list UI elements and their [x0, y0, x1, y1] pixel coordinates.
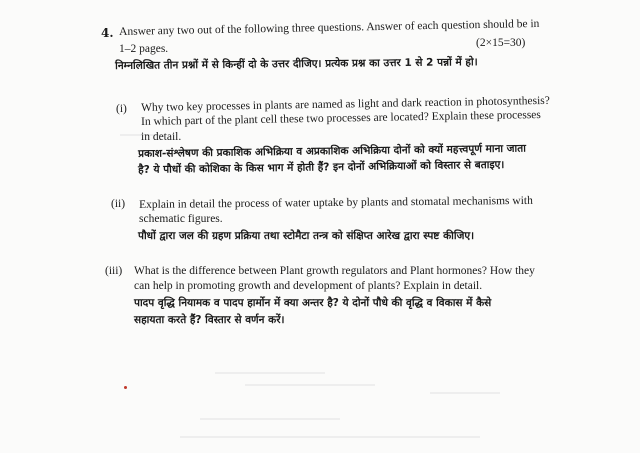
- bleed-through-mark: [430, 392, 500, 394]
- ink-dot: [124, 386, 127, 389]
- part-question-line: schematic figures.: [139, 213, 223, 225]
- marks-allocation: (2×15=30): [476, 37, 526, 49]
- question-number: 4.: [101, 26, 114, 40]
- bleed-through-mark: [180, 436, 480, 438]
- part-label: (i): [116, 103, 127, 115]
- part-question-hindi-line: पौधों द्वारा जल की ग्रहण प्रक्रिया तथा स्टोमैटा तन्त्र को संक्षिप्त आरेख द्वारा स्पष्ट कीजिए।: [138, 230, 475, 242]
- part-label: (iii): [105, 265, 123, 277]
- part-question-hindi-line: सहायता करते हैं? विस्तार से वर्णन करें।: [134, 314, 285, 326]
- part-question-line: In which part of the plant cell these two processes are located? Explain these processes: [141, 109, 541, 128]
- bleed-through-mark: [200, 418, 340, 420]
- part-question-line: in detail.: [141, 131, 182, 143]
- bleed-through-mark: [245, 384, 375, 386]
- bleed-through-mark: [215, 372, 325, 374]
- part-question-hindi-line: प्रकाश-संश्लेषण की प्रकाशिक अभिक्रिया व अप्रकाशिक अभिक्रिया दोनों को क्यों महत्त्वपूर्ण माना जाता: [138, 142, 527, 160]
- instruction-line-2: 1–2 pages.: [119, 43, 169, 55]
- part-question-line: What is the difference between Plant growth regulators and Plant hormones? How they: [134, 265, 535, 277]
- instruction-hindi: निम्नलिखित तीन प्रश्नों में से किन्हीं दो के उत्तर दीजिए। प्रत्येक प्रश्न का उत्तर 1 से 2 पन्नों में हो।: [115, 56, 478, 72]
- part-question-line: Why two key processes in plants are named as light and dark reaction in photosynthesis?: [141, 94, 550, 114]
- part-question-hindi-line: पादप वृद्धि नियामक व पादप हार्मोन में क्या अन्तर है? ये दोनों पौधे की वृद्धि व विकास में कैसे: [134, 297, 492, 309]
- part-question-line: can help in promoting growth and development of plants? Explain in detail.: [134, 280, 483, 292]
- part-question-hindi-line: है? ये पौधों की कोशिका के किस भाग में होती हैं? इन दोनों अभिक्रियाओं को विस्तार से बताइए।: [138, 158, 505, 176]
- part-label: (ii): [111, 198, 126, 210]
- part-question-line: Explain in detail the process of water uptake by plants and stomatal mechanisms with: [139, 194, 533, 211]
- instruction-line-1: Answer any two out of the following three questions. Answer of each question should be in: [119, 17, 540, 38]
